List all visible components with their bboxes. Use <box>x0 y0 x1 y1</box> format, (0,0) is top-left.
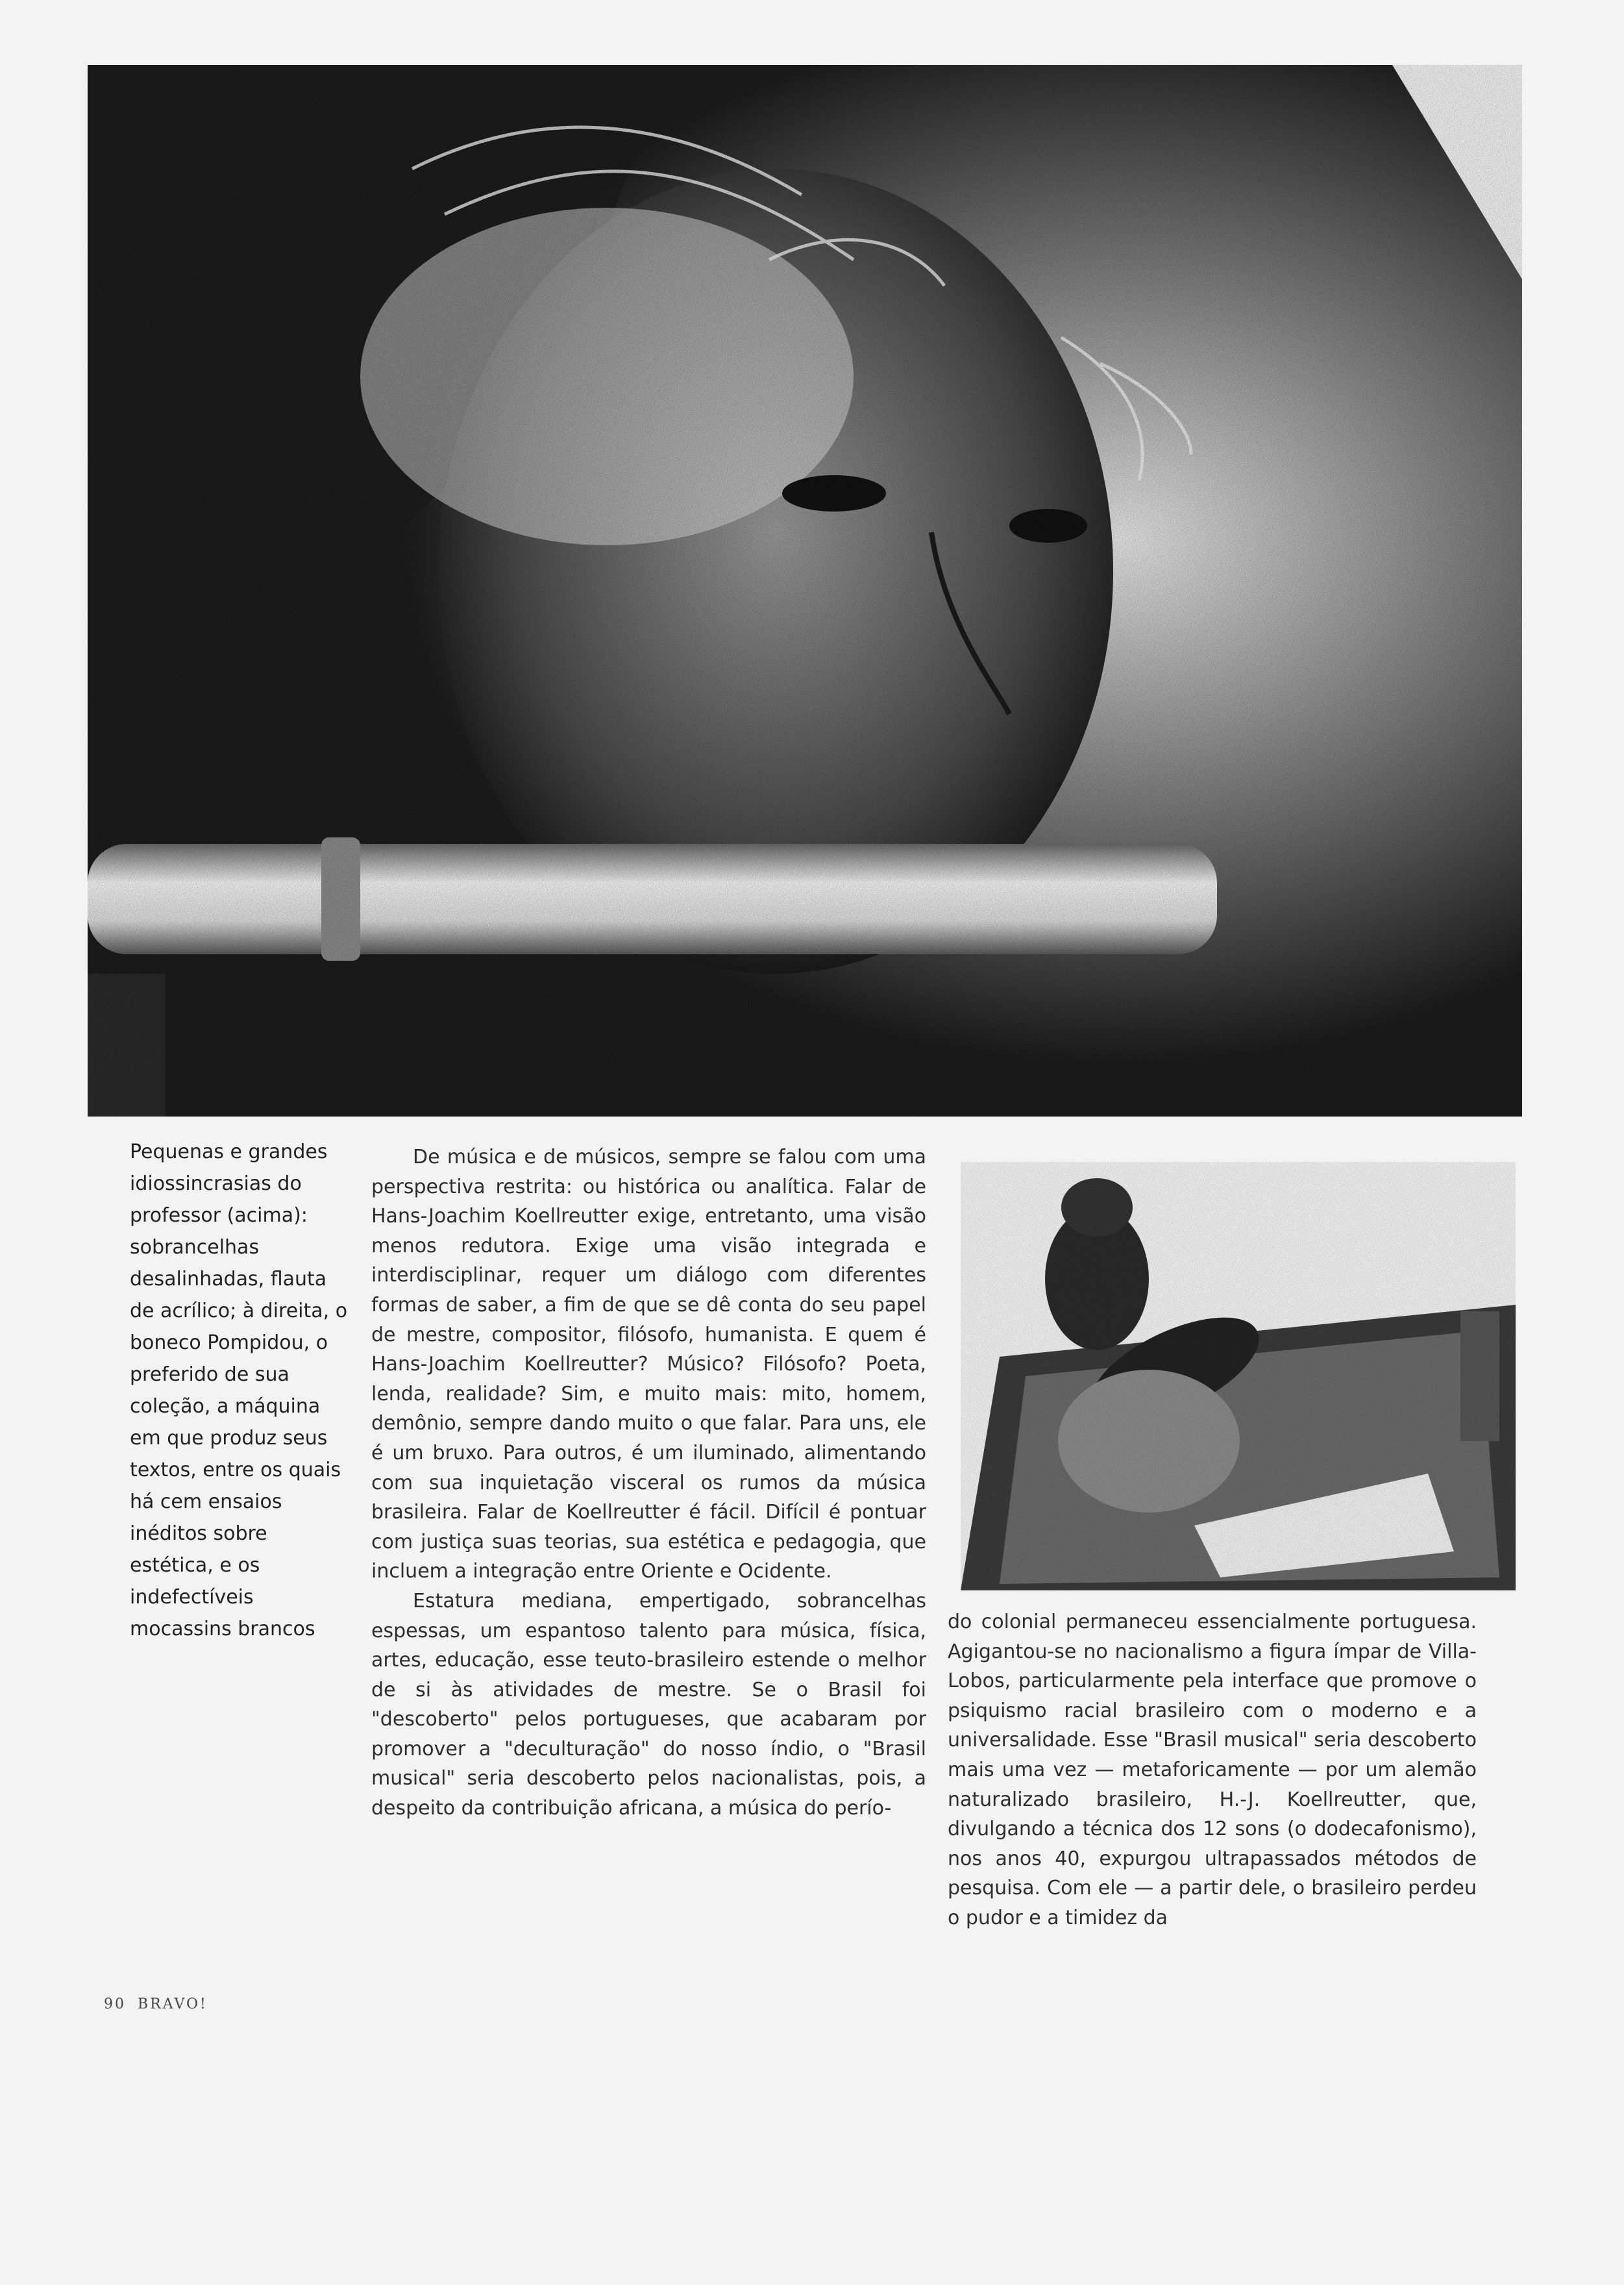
photo-caption <box>130 1136 351 1645</box>
portrait-photo <box>88 65 1522 1117</box>
article-column-1 <box>371 1142 926 1823</box>
pompidou-doll-photo <box>961 1162 1516 1590</box>
caption-text: Pequenas e grandes idiossincrasias do professor (acima): sobrancelhas desalinhadas, flauta de acrílico; à direita, o boneco Pompidou, o preferido de sua coleção, a máquina em que produz seus textos, entre os quais há cem ensaios inéditos sobre estética, e os indefectíveis mocassins brancos <box>130 1141 348 1640</box>
magazine-name: BRAVO! <box>138 1996 208 2012</box>
article-column-2 <box>948 1607 1477 1933</box>
page-folio <box>104 1996 213 2012</box>
article-paragraph: do colonial permaneceu essencialmente portuguesa. Agigantou-se no nacionalismo a figura ímpar de Villa-Lobos, particularmente pela interface que promove o psiquismo racial brasileiro com o moderno e a universalidade. Esse "Brasil musical" seria descoberto mais uma vez — metaforicamente — por um alemão naturalizado brasileiro, H.-J. Koellreutter, que, divulgando a técnica dos 12 sons (o dodecafonismo), nos anos 40, expurgou ultrapassados métodos de pesquisa. Com ele — a partir dele, o brasileiro perdeu o pudor e a timidez da <box>948 1611 1477 1929</box>
page-number: 90 <box>104 1996 126 2012</box>
article-paragraph: Estatura mediana, empertigado, sobrancelhas espessas, um espantoso talento para música, física, artes, educação, esse teuto-brasileiro estende o melhor de si às atividades de mestre. Se o Brasil foi "descoberto" pelos portugueses, que acabaram por promover a "deculturação" do nosso índio, o "Brasil musical" seria descoberto pelos nacionalistas, pois, a despeito da contribuição africana, a música do perío- <box>371 1589 926 1820</box>
article-paragraph: De música e de músicos, sempre se falou com uma perspectiva restrita: ou histórica ou analítica. Falar de Hans-Joachim Koellreutter exige, entretanto, uma visão menos redutora. Exige uma visão integrada e interdisciplinar, requer um diálogo com diferentes formas de saber, a fim de que se dê conta do seu papel de mestre, compositor, filósofo, humanista. E quem é Hans-Joachim Koellreutter? Músico? Filósofo? Poeta, lenda, realidade? Sim, e muito mais: mito, homem, demônio, sempre dando muito o que falar. Para uns, ele é um bruxo. Para outros, é um iluminado, alimentando com sua inquietação visceral os rumos da música brasileira. Falar de Koellreutter é fácil. Difícil é pontuar com justiça suas teorias, sua estética e pedagogia, que incluem a integração entre Oriente e Ocidente. <box>371 1146 926 1583</box>
